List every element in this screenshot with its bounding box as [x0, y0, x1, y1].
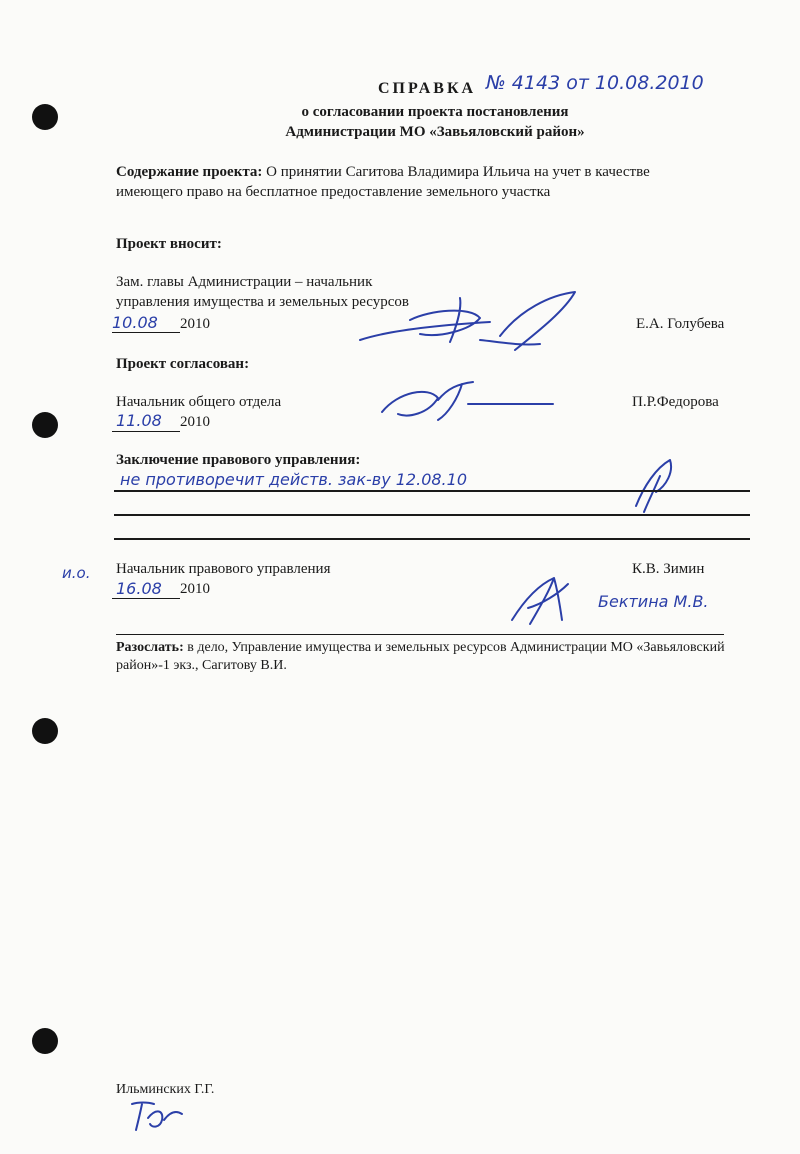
legal-head-year: 2010 — [180, 581, 210, 597]
document-title: СПРАВКА — [378, 80, 477, 97]
acting-mark-handwritten: и.о. — [62, 564, 91, 582]
signature-bektina — [508, 574, 578, 630]
agreed-by-heading: Проект согласован: — [116, 356, 250, 372]
subtitle-line2: Администрации МО «Завьяловский район» — [285, 124, 585, 140]
legal-head-position: Начальник правового управления — [116, 561, 331, 577]
legal-head-signer: К.В. Зимин — [632, 561, 705, 577]
distribution-text-1: в дело, Управление имущества и земельных ресурсов Администрации МО «Завьяловский — [187, 640, 725, 655]
document-subtitle — [0, 124, 800, 141]
signature-golubeva — [350, 290, 590, 360]
submitted-by-heading: Проект вносит: — [116, 236, 222, 252]
project-content-line1 — [116, 164, 746, 181]
distribution-separator — [116, 634, 724, 635]
acting-signer-handwritten: Бектина М.В. — [598, 592, 709, 611]
submitted-position-line2: управления имущества и земельных ресурсов — [116, 294, 409, 310]
punch-hole — [32, 718, 58, 744]
distribution-label: Разослать: — [116, 640, 184, 655]
conclusion-line-2 — [114, 514, 750, 516]
punch-hole — [32, 412, 58, 438]
project-content-text-2: имеющего право на бесплатное предоставление земельного участка — [116, 184, 551, 200]
signature-legal-conclusion — [630, 456, 690, 516]
submitted-signer: Е.А. Голубева — [636, 316, 725, 332]
agreed-year: 2010 — [180, 414, 210, 430]
submitted-date-handwritten: 10.08 — [112, 313, 158, 332]
date-underline — [112, 598, 180, 599]
executor-name: Ильминских Г.Г. — [116, 1082, 215, 1097]
legal-head-date-handwritten: 16.08 — [116, 579, 162, 598]
distribution-text-2: район»-1 экз., Сагитову В.И. — [116, 658, 287, 673]
agreed-signer: П.Р.Федорова — [632, 394, 719, 410]
conclusion-line-1 — [114, 490, 750, 492]
date-underline — [112, 332, 180, 333]
project-content-text-1: О принятии Сагитова Владимира Ильича на учет в качестве — [266, 164, 650, 180]
project-content-label: Содержание проекта: — [116, 164, 263, 180]
legal-conclusion-heading: Заключение правового управления: — [116, 452, 361, 468]
submitted-position-line1: Зам. главы Администрации – начальник — [116, 274, 373, 290]
agreed-position: Начальник общего отдела — [116, 394, 282, 410]
date-underline — [112, 431, 180, 432]
signature-fedorova — [378, 378, 558, 428]
document-subtitle — [0, 104, 800, 121]
submitted-year: 2010 — [180, 316, 210, 332]
conclusion-line-3 — [114, 538, 750, 540]
legal-conclusion-handwritten: не противоречит действ. зак-ву 12.08.10 — [120, 470, 467, 489]
document-number-handwritten: № 4143 от 10.08.2010 — [486, 72, 704, 94]
distribution-line1 — [116, 640, 748, 656]
executor-initials-signature — [128, 1098, 188, 1134]
punch-hole — [32, 1028, 58, 1054]
agreed-date-handwritten: 11.08 — [116, 411, 162, 430]
subtitle-line1: о согласовании проекта постановления — [301, 104, 569, 120]
